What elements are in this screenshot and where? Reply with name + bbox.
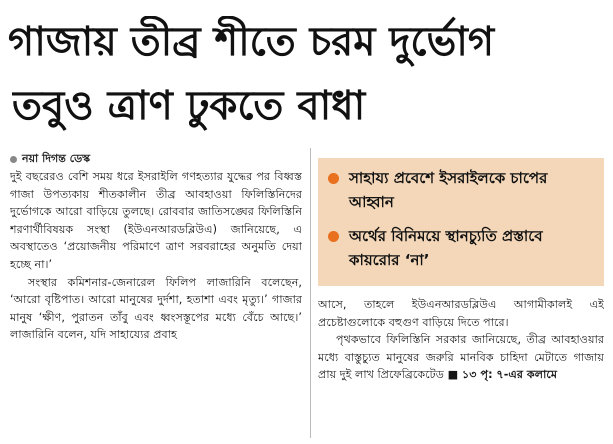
article-paragraph-text: পৃথকভাবে ফিলিস্তিনি সরকার জানিয়েছে, তীব্র আবহাওয়ার মধ্যে বাস্তুচ্যুত মানুষের জরুরি মানবিক চাহিদা মেটাতে গাজায় প্রায় দুই লাখ প্রিফেব্রিকেটেড <box>318 333 604 382</box>
byline <box>10 150 90 169</box>
highlights-box <box>318 158 604 286</box>
article-paragraph <box>318 331 604 384</box>
article-column-right <box>318 296 604 441</box>
orange-bullet-icon <box>328 231 339 242</box>
continued-on-page-link[interactable]: ■ ১৩ পৃ: ৭-এর কলামে <box>447 368 558 382</box>
byline-text: নয়া দিগন্ত ডেস্ক <box>22 152 91 165</box>
article-paragraph: আসে, তাহলে ইউএনআরডব্লিউএ আগামীকালই এই প্রচেষ্টাগুলোকে বহুগুণ বাড়িয়ে দিতে পারে। <box>318 298 604 329</box>
article-column-left <box>10 168 302 438</box>
column-divider <box>310 148 311 438</box>
orange-bullet-icon <box>328 173 339 184</box>
article-paragraph: দুই বছরেরও বেশি সময় ধরে ইসরাইলি গণহত্যার যুদ্ধের পর বিধ্বস্ত গাজা উপত্যকায় শীতকালীন তীব্র আবহাওয়া ফিলিস্তিনিদের দুর্ভোগকে আরো বাড়িয়ে তুলছে। রোববার জাতিসঙ্ঘের ফিলিস্তিনি শরণার্থীবিষয়ক সংস্থা (ইউএনআরডব্লিউএ) জানিয়েছে, এ অবস্থাতেও ‘প্রয়োজনীয় পরিমাণে ত্রাণ সরবরাহের অনুমতি দেয়া হচ্ছে না।’ <box>10 170 302 271</box>
highlight-item <box>328 224 596 272</box>
headline-line-1: গাজায় তীব্র শীতে চরম দুর্ভোগ <box>8 19 495 65</box>
highlight-text: সাহায্য প্রবেশে ইসরাইলকে চাপের আহ্বান <box>349 169 548 211</box>
bullet-dot-icon <box>10 156 17 163</box>
highlight-item <box>328 166 596 214</box>
headline-line-2: তবুও ত্রাণ ঢুকতে বাধা <box>12 83 366 129</box>
highlight-text: অর্থের বিনিময়ে স্থানচ্যুতি প্রস্তাবে কায়রোর ‘না’ <box>349 227 543 269</box>
article-paragraph: সংস্থার কমিশনার-জেনারেল ফিলিপ লাজারিনি বলেছেন, ‘আরো বৃষ্টিপাত। আরো মানুষের দুর্দশা, হতাশা এবং মৃত্যু।’ গাজার মানুষ ‘ক্ষীণ, পুরাতন তাঁবু এবং ধ্বংসস্তূপের মধ্যে বেঁচে আছে।’ লাজারিনি বলেন, যদি সাহায্যের প্রবাহ <box>10 275 302 342</box>
